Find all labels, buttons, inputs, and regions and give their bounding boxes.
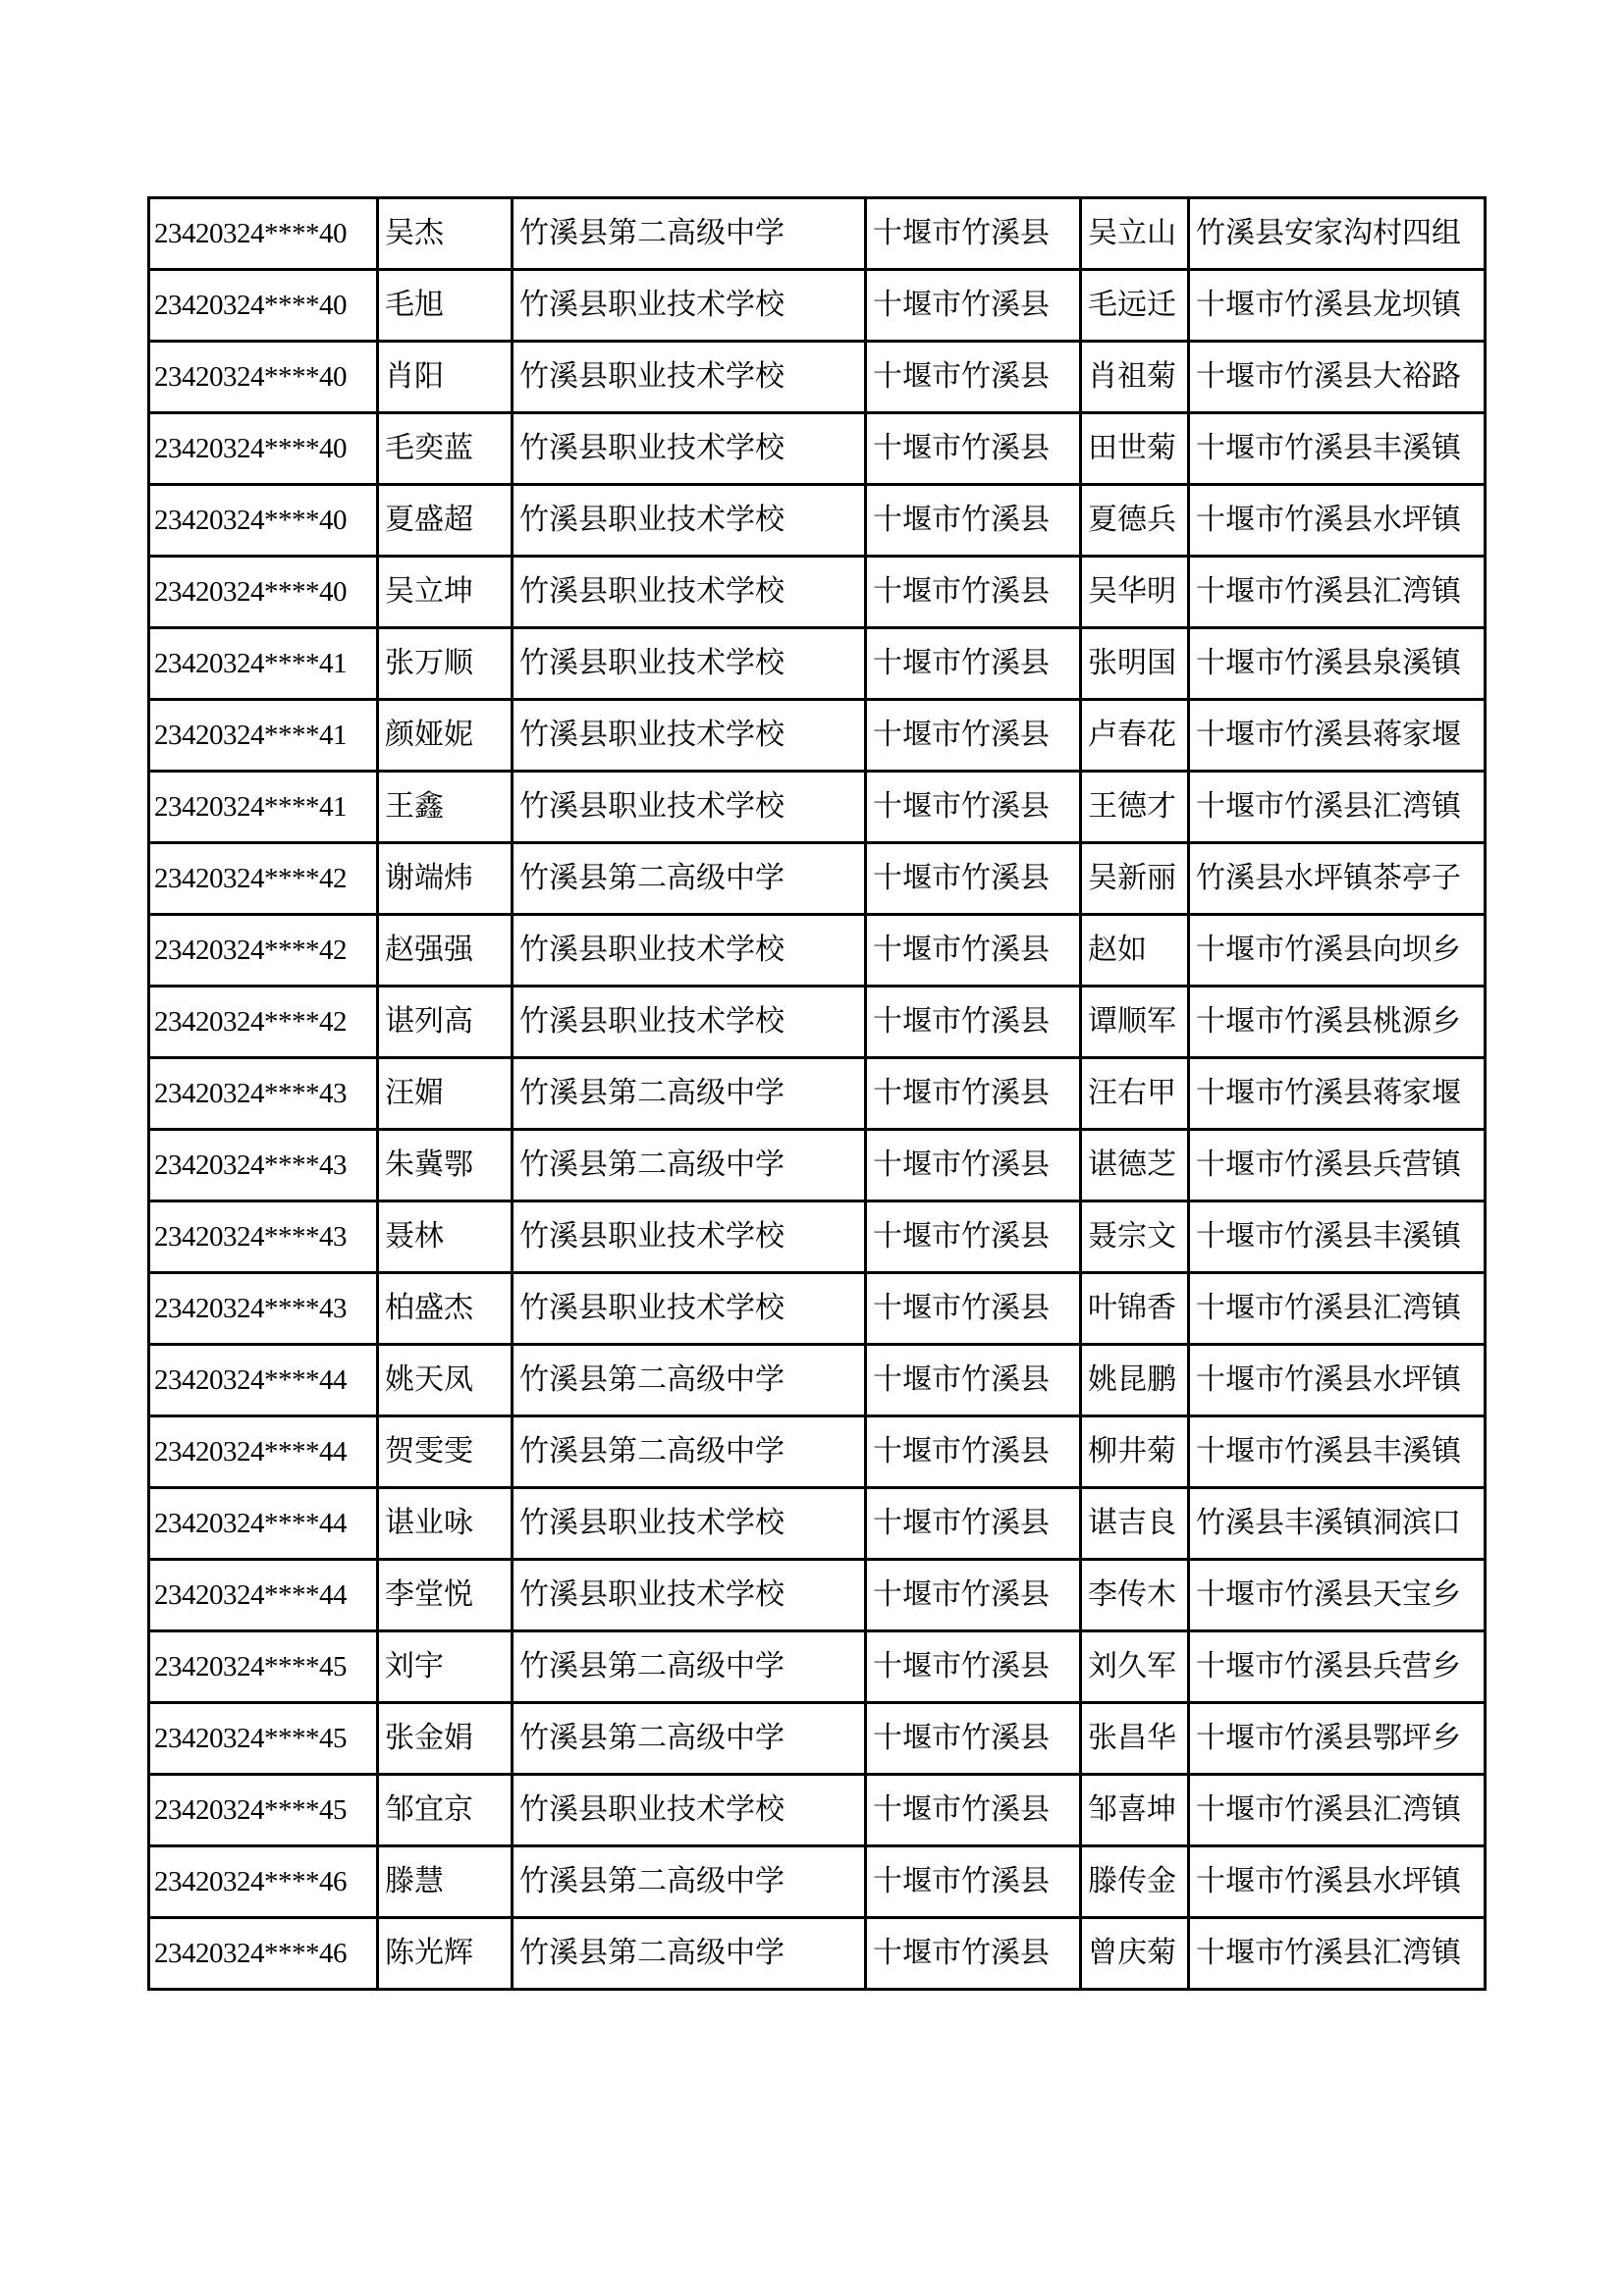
address-cell: 竹溪县丰溪镇洞滨口 [1189,1488,1486,1560]
region-cell: 十堰市竹溪县 [866,1273,1081,1345]
address-cell: 十堰市竹溪县水坪镇 [1189,1345,1486,1416]
table-row [149,1488,1486,1560]
id-cell: 23420324****45 [149,1703,378,1775]
guardian-name-cell: 谌吉良 [1081,1488,1189,1560]
student-name-cell: 朱冀鄂 [378,1130,513,1201]
region-cell: 十堰市竹溪县 [866,772,1081,843]
student-name-cell: 柏盛杰 [378,1273,513,1345]
school-cell: 竹溪县职业技术学校 [513,987,866,1058]
id-cell: 23420324****41 [149,772,378,843]
table-row [149,557,1486,628]
guardian-name-cell: 王德才 [1081,772,1189,843]
address-cell: 十堰市竹溪县鄂坪乡 [1189,1703,1486,1775]
school-cell: 竹溪县职业技术学校 [513,557,866,628]
address-cell: 十堰市竹溪县水坪镇 [1189,1846,1486,1918]
address-cell: 十堰市竹溪县汇湾镇 [1189,1775,1486,1846]
id-cell: 23420324****43 [149,1058,378,1130]
school-cell: 竹溪县职业技术学校 [513,1488,866,1560]
region-cell: 十堰市竹溪县 [866,198,1081,270]
guardian-name-cell: 刘久军 [1081,1631,1189,1703]
address-cell: 十堰市竹溪县汇湾镇 [1189,557,1486,628]
id-cell: 23420324****46 [149,1918,378,1990]
region-cell: 十堰市竹溪县 [866,1560,1081,1631]
region-cell: 十堰市竹溪县 [866,485,1081,557]
guardian-name-cell: 姚昆鹏 [1081,1345,1189,1416]
id-cell: 23420324****45 [149,1631,378,1703]
school-cell: 竹溪县第二高级中学 [513,198,866,270]
address-cell: 十堰市竹溪县丰溪镇 [1189,1416,1486,1488]
table-row [149,1846,1486,1918]
id-cell: 23420324****40 [149,485,378,557]
table-row [149,1345,1486,1416]
guardian-name-cell: 聂宗文 [1081,1201,1189,1273]
table-row [149,1918,1486,1990]
guardian-name-cell: 赵如 [1081,915,1189,987]
table-row [149,843,1486,915]
region-cell: 十堰市竹溪县 [866,700,1081,772]
table-row [149,198,1486,270]
table-row [149,1560,1486,1631]
table-row [149,987,1486,1058]
region-cell: 十堰市竹溪县 [866,628,1081,700]
id-cell: 23420324****44 [149,1560,378,1631]
school-cell: 竹溪县第二高级中学 [513,1416,866,1488]
table-row [149,342,1486,413]
table-row [149,1273,1486,1345]
student-name-cell: 刘宇 [378,1631,513,1703]
school-cell: 竹溪县职业技术学校 [513,270,866,342]
id-cell: 23420324****41 [149,700,378,772]
table-body [149,198,1486,1990]
address-cell: 十堰市竹溪县蒋家堰 [1189,700,1486,772]
address-cell: 十堰市竹溪县丰溪镇 [1189,1201,1486,1273]
address-cell: 竹溪县安家沟村四组 [1189,198,1486,270]
region-cell: 十堰市竹溪县 [866,1703,1081,1775]
id-cell: 23420324****43 [149,1201,378,1273]
table-row [149,1201,1486,1273]
guardian-name-cell: 谌德芝 [1081,1130,1189,1201]
student-name-cell: 汪媚 [378,1058,513,1130]
student-name-cell: 颜娅妮 [378,700,513,772]
school-cell: 竹溪县职业技术学校 [513,1775,866,1846]
region-cell: 十堰市竹溪县 [866,1345,1081,1416]
school-cell: 竹溪县职业技术学校 [513,1560,866,1631]
region-cell: 十堰市竹溪县 [866,1846,1081,1918]
address-cell: 十堰市竹溪县兵营镇 [1189,1130,1486,1201]
region-cell: 十堰市竹溪县 [866,915,1081,987]
region-cell: 十堰市竹溪县 [866,1775,1081,1846]
guardian-name-cell: 吴华明 [1081,557,1189,628]
school-cell: 竹溪县第二高级中学 [513,843,866,915]
guardian-name-cell: 李传木 [1081,1560,1189,1631]
address-cell: 十堰市竹溪县龙坝镇 [1189,270,1486,342]
region-cell: 十堰市竹溪县 [866,270,1081,342]
guardian-name-cell: 吴新丽 [1081,843,1189,915]
student-name-cell: 赵强强 [378,915,513,987]
student-name-cell: 肖阳 [378,342,513,413]
school-cell: 竹溪县第二高级中学 [513,1130,866,1201]
id-cell: 23420324****42 [149,843,378,915]
school-cell: 竹溪县第二高级中学 [513,1846,866,1918]
table-row [149,1130,1486,1201]
school-cell: 竹溪县第二高级中学 [513,1058,866,1130]
address-cell: 十堰市竹溪县泉溪镇 [1189,628,1486,700]
table-row [149,1058,1486,1130]
id-cell: 23420324****44 [149,1488,378,1560]
id-cell: 23420324****46 [149,1846,378,1918]
guardian-name-cell: 柳井菊 [1081,1416,1189,1488]
guardian-name-cell: 吴立山 [1081,198,1189,270]
id-cell: 23420324****43 [149,1130,378,1201]
table-row [149,485,1486,557]
table-row [149,270,1486,342]
guardian-name-cell: 张昌华 [1081,1703,1189,1775]
school-cell: 竹溪县职业技术学校 [513,1201,866,1273]
student-table [147,196,1487,1991]
guardian-name-cell: 叶锦香 [1081,1273,1189,1345]
table-row [149,628,1486,700]
student-name-cell: 谢端炜 [378,843,513,915]
student-name-cell: 王鑫 [378,772,513,843]
guardian-name-cell: 曾庆菊 [1081,1918,1189,1990]
student-name-cell: 毛奕蓝 [378,413,513,485]
region-cell: 十堰市竹溪县 [866,1058,1081,1130]
school-cell: 竹溪县职业技术学校 [513,413,866,485]
table-row [149,915,1486,987]
region-cell: 十堰市竹溪县 [866,987,1081,1058]
region-cell: 十堰市竹溪县 [866,342,1081,413]
school-cell: 竹溪县职业技术学校 [513,628,866,700]
address-cell: 十堰市竹溪县向坝乡 [1189,915,1486,987]
school-cell: 竹溪县职业技术学校 [513,700,866,772]
student-name-cell: 张金娟 [378,1703,513,1775]
region-cell: 十堰市竹溪县 [866,1416,1081,1488]
student-name-cell: 谌业咏 [378,1488,513,1560]
school-cell: 竹溪县职业技术学校 [513,772,866,843]
table-row [149,1416,1486,1488]
school-cell: 竹溪县职业技术学校 [513,1273,866,1345]
address-cell: 十堰市竹溪县水坪镇 [1189,485,1486,557]
table-row [149,1775,1486,1846]
id-cell: 23420324****42 [149,915,378,987]
table-row [149,1631,1486,1703]
address-cell: 十堰市竹溪县汇湾镇 [1189,1918,1486,1990]
guardian-name-cell: 夏德兵 [1081,485,1189,557]
student-name-cell: 吴杰 [378,198,513,270]
student-name-cell: 李堂悦 [378,1560,513,1631]
region-cell: 十堰市竹溪县 [866,1201,1081,1273]
guardian-name-cell: 毛远迁 [1081,270,1189,342]
guardian-name-cell: 谭顺军 [1081,987,1189,1058]
region-cell: 十堰市竹溪县 [866,1918,1081,1990]
table-row [149,700,1486,772]
student-name-cell: 贺雯雯 [378,1416,513,1488]
guardian-name-cell: 田世菊 [1081,413,1189,485]
id-cell: 23420324****40 [149,198,378,270]
id-cell: 23420324****44 [149,1345,378,1416]
region-cell: 十堰市竹溪县 [866,557,1081,628]
student-name-cell: 张万顺 [378,628,513,700]
school-cell: 竹溪县职业技术学校 [513,342,866,413]
student-name-cell: 夏盛超 [378,485,513,557]
address-cell: 十堰市竹溪县汇湾镇 [1189,772,1486,843]
region-cell: 十堰市竹溪县 [866,1130,1081,1201]
student-name-cell: 聂林 [378,1201,513,1273]
student-name-cell: 吴立坤 [378,557,513,628]
school-cell: 竹溪县第二高级中学 [513,1918,866,1990]
school-cell: 竹溪县职业技术学校 [513,485,866,557]
address-cell: 十堰市竹溪县汇湾镇 [1189,1273,1486,1345]
address-cell: 十堰市竹溪县兵营乡 [1189,1631,1486,1703]
id-cell: 23420324****40 [149,557,378,628]
school-cell: 竹溪县第二高级中学 [513,1631,866,1703]
student-name-cell: 毛旭 [378,270,513,342]
table-row [149,1703,1486,1775]
school-cell: 竹溪县职业技术学校 [513,915,866,987]
address-cell: 十堰市竹溪县桃源乡 [1189,987,1486,1058]
guardian-name-cell: 卢春花 [1081,700,1189,772]
address-cell: 十堰市竹溪县蒋家堰 [1189,1058,1486,1130]
id-cell: 23420324****45 [149,1775,378,1846]
student-name-cell: 姚天凤 [378,1345,513,1416]
table-row [149,413,1486,485]
table-row [149,772,1486,843]
guardian-name-cell: 滕传金 [1081,1846,1189,1918]
id-cell: 23420324****41 [149,628,378,700]
school-cell: 竹溪县第二高级中学 [513,1345,866,1416]
region-cell: 十堰市竹溪县 [866,413,1081,485]
address-cell: 十堰市竹溪县大裕路 [1189,342,1486,413]
region-cell: 十堰市竹溪县 [866,1631,1081,1703]
guardian-name-cell: 邹喜坤 [1081,1775,1189,1846]
id-cell: 23420324****44 [149,1416,378,1488]
id-cell: 23420324****43 [149,1273,378,1345]
guardian-name-cell: 汪右甲 [1081,1058,1189,1130]
address-cell: 十堰市竹溪县天宝乡 [1189,1560,1486,1631]
student-name-cell: 邹宜京 [378,1775,513,1846]
region-cell: 十堰市竹溪县 [866,1488,1081,1560]
id-cell: 23420324****42 [149,987,378,1058]
school-cell: 竹溪县第二高级中学 [513,1703,866,1775]
id-cell: 23420324****40 [149,413,378,485]
student-name-cell: 陈光辉 [378,1918,513,1990]
student-name-cell: 谌列高 [378,987,513,1058]
guardian-name-cell: 张明国 [1081,628,1189,700]
address-cell: 竹溪县水坪镇茶亭子 [1189,843,1486,915]
id-cell: 23420324****40 [149,270,378,342]
student-name-cell: 滕慧 [378,1846,513,1918]
region-cell: 十堰市竹溪县 [866,843,1081,915]
id-cell: 23420324****40 [149,342,378,413]
guardian-name-cell: 肖祖菊 [1081,342,1189,413]
address-cell: 十堰市竹溪县丰溪镇 [1189,413,1486,485]
